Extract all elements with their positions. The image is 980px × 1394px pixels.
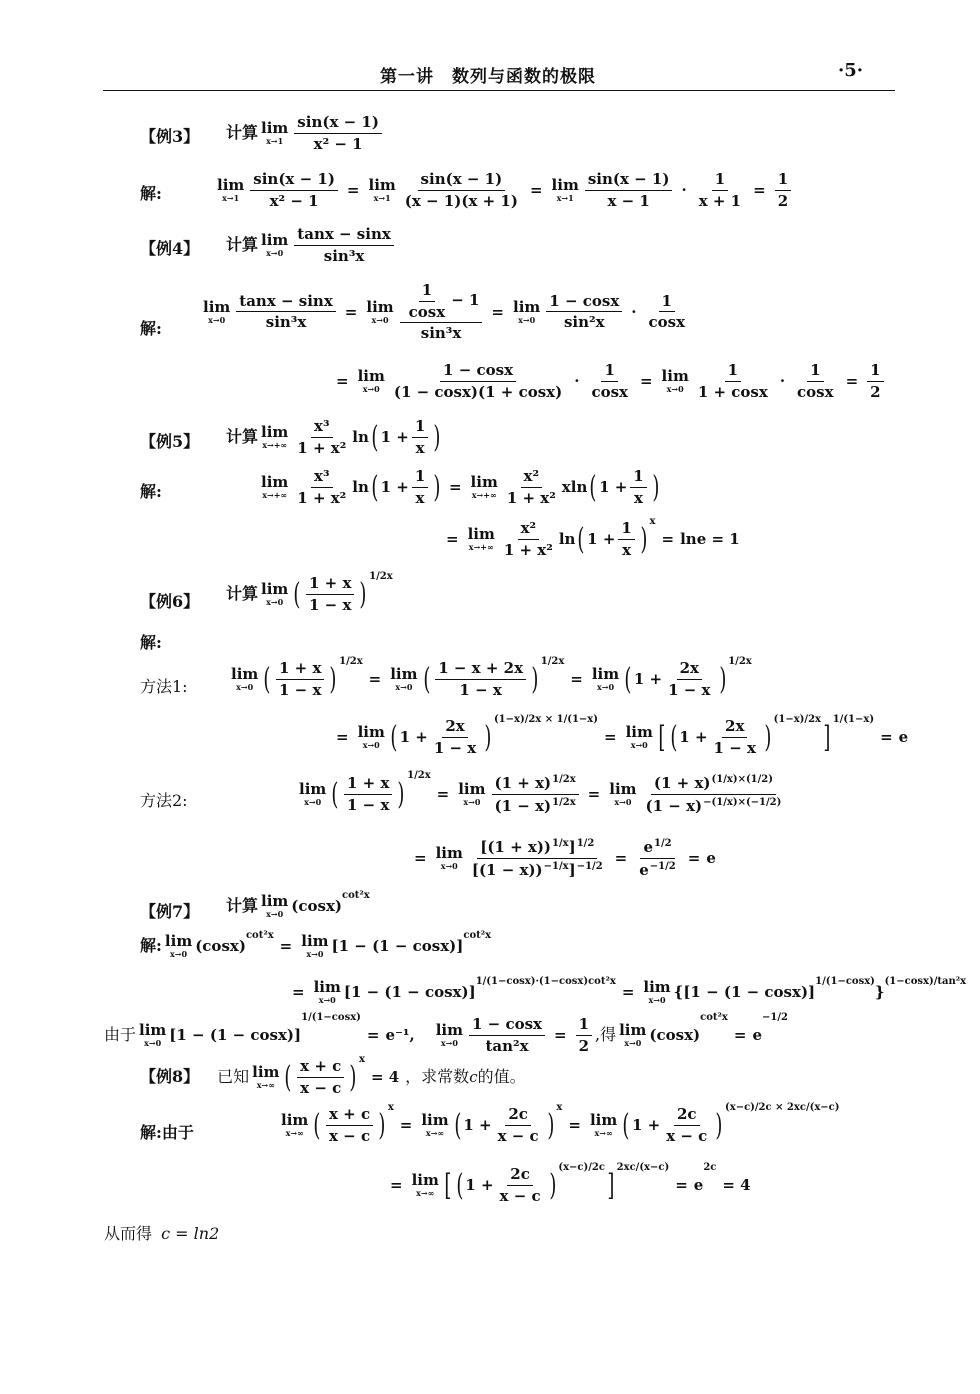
- method-2-line-1: lim x→0 ( $\frac{1 + x}{1 - x}$ ) 1/2x = lim x→0 $\frac{(1 + x)^{1/2x}}{(1 - x)^{1/2x}}$ = lim x→0 $\frac{(1 + x)^{(1/x)\times(1/2)}}{(1 - x)^{-(1/x)\times(-1/2)}}$: [299, 770, 782, 815]
- chapter-title: 第一讲 数列与函数的极限: [380, 67, 596, 87]
- method-1-line-1: lim x→0 ( $\frac{1 + x}{1 - x}$ ) 1/2x = lim x→0 ( $\frac{1 - x + 2x}{1 - x}$ ) 1/2x = lim x→0 ( 1 + $\frac{2x}{1 - x}$ ) 1/2x: [231, 656, 752, 699]
- example-7-problem: 计算 lim x→0 (cosx) cot²x: [226, 890, 370, 919]
- example-4-solution-line-2: = lim x→0 $\frac{1 - \cos x}{(1 - \cos x)(1 + \cos x)}$ · $\frac{1}{\cos x}$ = lim x→0 $\frac{1}{1 + \cos x}$ · $\frac{1}{\cos x}$ = $\frac{1}{2}$: [330, 362, 887, 400]
- example-4-problem: 计算 lim x→0 $\frac{\tan x - \sin x}{\text{sin³x}}$: [226, 226, 397, 264]
- example-8-solution-label: 解:由于: [140, 1123, 194, 1142]
- example-5-solution-line-2: = lim x→+∞ $\frac{\text{x²}}{\text{1 + x²}}$ ln ( 1 + $\frac{1}{x}$ ) x = lne = 1: [446, 516, 740, 559]
- method-2-label: 方法2:: [140, 791, 188, 810]
- example-3-solution-label: 解:: [140, 184, 162, 203]
- example-7-solution-line-1: 解: lim x→0 (cosx) cot²x = lim x→0 [1 − (1 − cosx)] cot²x: [140, 930, 492, 959]
- example-5-problem: 计算 lim x→+∞ $\frac{\text{x³}}{\text{1 + x²}}$ ln ( 1 + $\frac{1}{x}$ ): [226, 417, 441, 457]
- example-3-label: 【例3】: [140, 127, 200, 146]
- example-5-solution-label: 解:: [140, 482, 162, 501]
- compute-word: 计算: [226, 123, 259, 143]
- example-8-solution-line-2: = lim x→∞ [ ( 1 + $\frac{2c}{x - c}$ ) (x−c)/2c ] 2xc/(x−c) = e 2c = 4: [390, 1162, 751, 1205]
- example-8-problem: 【例8】 已知 lim x→∞ ( $\frac{x + c}{x - c}$ ) x = 4 ，求常数 c 的值。: [140, 1054, 526, 1097]
- example-6-label: 【例6】: [140, 592, 200, 611]
- conclusion-line: 从而得 c = ln2: [104, 1224, 220, 1243]
- example-4-label: 【例4】: [140, 239, 200, 258]
- example-5-label: 【例5】: [140, 432, 200, 451]
- example-7-solution-line-2: = lim x→0 [1 − (1 − cosx)] 1/(1−cosx)·(1−cosx)cot²x = lim x→0 { [1 − (1 − cosx)] 1/(1−cosx) } (1−cosx)/tan²x: [292, 976, 967, 1005]
- header-rule: [103, 90, 895, 91]
- method-1-label: 方法1:: [140, 677, 188, 696]
- example-6-solution-label: 解:: [140, 633, 162, 652]
- example-6-problem: 计算 lim x→0 ( $\frac{1 + x}{1 - x}$ ) 1/2x: [226, 571, 393, 614]
- example-3-problem: 计算 lim x→1 $\frac{\sin(x - 1)}{\text{x² − 1}}$: [226, 114, 385, 152]
- method-1-line-2: = lim x→0 ( 1 + $\frac{2x}{1 - x}$ ) (1−x)/2x × 1/(1−x) = lim x→0 [ ( 1 + $\frac{2x}{1 - x}$ ) (1−x)/2x ] 1/(1−x) = e: [336, 714, 909, 757]
- example-7-label: 【例7】: [140, 902, 200, 921]
- example-4-solution-line-1: lim x→0 $\frac{\tan x - \sin x}{\text{sin³x}}$ = lim x→0 $\frac{1}{\cos x}$ − 1 sin³x = lim x→0 $\frac{1 - \cos x}{\text{sin²x}}$ · $\frac{1}{\cos x}$: [203, 281, 686, 342]
- example-4-solution-label: 解:: [140, 319, 162, 338]
- example-5-solution-line-1: lim x→+∞ $\frac{\text{x³}}{\text{1 + x²}}$ ln ( 1 + $\frac{1}{x}$ ) = lim x→+∞ $\frac{\text{x²}}{\text{1 + x²}}$ xln ( 1 + $\frac{1}{x}$ ): [261, 467, 660, 507]
- example-3-solution: lim x→1 $\frac{\sin(x - 1)}{\text{x² − 1}}$ = lim x→1 $\frac{\sin(x - 1)}{(x - 1)(x + 1)}$ = lim x→1 $\frac{\sin(x - 1)}{x - 1}$ · $\frac{1}{x + 1}$ = $\frac{1}{2}$: [214, 171, 794, 209]
- page-number: ·5·: [838, 60, 864, 81]
- method-2-line-2: = lim x→0 $\frac{[(1 + x))^{1/x}]^{1/2}}{[(1 - x))^{-1/x}]^{-1/2}}$ = $\frac{e^{1/2}}{e^{-1/2}}$ = e: [414, 838, 716, 879]
- example-7-solution-label: 解:: [140, 936, 162, 956]
- example-8-label: 【例8】: [140, 1067, 200, 1087]
- example-8-solution-line-1: lim x→∞ ( $\frac{x + c}{x - c}$ ) x = lim x→∞ ( 1 + $\frac{2c}{x - c}$ ) x = lim x→∞ ( 1 + $\frac{2c}{x - c}$ ) (x−c)/2c × 2xc/(x−c): [281, 1102, 840, 1145]
- example-7-solution-line-3: 由于 lim x→0 [1 − (1 − cosx)] 1/(1−cosx) = e⁻¹ , lim x→0 $\frac{1 - \cos x}{\text{tan²x}}$ = $\frac{1}{2}$ ,得 lim x→0 (cosx) cot²x = e −1/2: [104, 1012, 788, 1055]
